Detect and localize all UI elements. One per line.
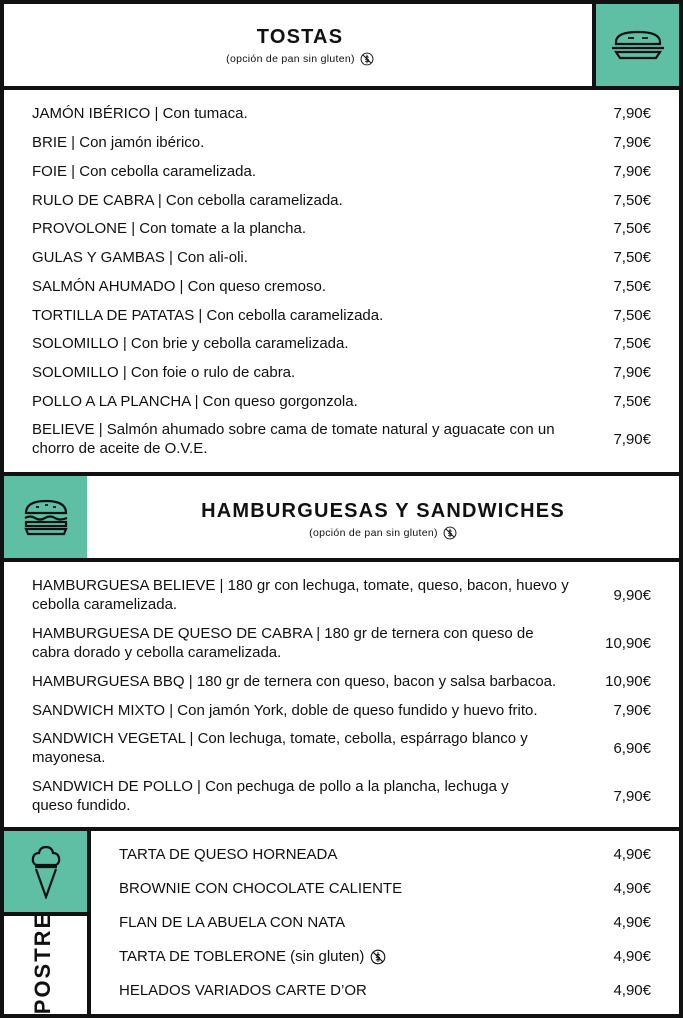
item-price: 7,90€ xyxy=(613,702,651,719)
item-name: FOIE | Con cebolla caramelizada. xyxy=(32,163,256,180)
item-price: 7,50€ xyxy=(613,249,651,266)
hamburguesas-header xyxy=(87,472,683,562)
item-name: POLLO A LA PLANCHA | Con queso gorgonzola. xyxy=(32,393,358,410)
list-item xyxy=(32,306,651,325)
item-price: 7,90€ xyxy=(613,787,651,805)
item-price: 7,50€ xyxy=(613,220,651,237)
list-item xyxy=(32,576,651,614)
item-name: TARTA DE QUESO HORNEADA xyxy=(119,846,338,863)
list-item xyxy=(32,133,651,152)
tostas-icon-box xyxy=(592,0,683,90)
list-item xyxy=(32,219,651,238)
item-price: 7,50€ xyxy=(613,307,651,324)
item-price: 7,50€ xyxy=(613,393,651,410)
tostas-subtitle: (opción de pan sin gluten) xyxy=(226,53,355,65)
list-item xyxy=(32,701,651,720)
list-item xyxy=(32,191,651,210)
list-item xyxy=(32,420,651,458)
list-item xyxy=(32,672,651,691)
item-price: 7,50€ xyxy=(613,278,651,295)
item-name: HAMBURGUESA BELIEVE | 180 gr con lechuga, tomate, queso, bacon, huevo y cebolla caramelizada. xyxy=(32,577,569,613)
item-price: 4,90€ xyxy=(613,880,651,897)
gluten-free-icon xyxy=(360,52,374,66)
list-item: TARTA DE TOBLERONE (sin gluten) 4,90€ xyxy=(119,948,651,965)
item-name: SOLOMILLO | Con brie y cebolla caramelizada. xyxy=(32,335,349,352)
item-price: 10,90€ xyxy=(605,634,651,652)
item-price: 6,90€ xyxy=(613,739,651,757)
item-name: TORTILLA DE PATATAS | Con cebolla caramelizada. xyxy=(32,307,384,324)
item-price: 7,50€ xyxy=(613,192,651,209)
burger-icon xyxy=(22,497,70,537)
item-price: 9,90€ xyxy=(613,586,651,604)
item-name: HAMBURGUESA DE QUESO DE CABRA | 180 gr de ternera con queso de cabra dorado y cebolla caramelizada. xyxy=(32,625,534,661)
list-item xyxy=(32,729,651,767)
postre-divider xyxy=(87,827,91,1018)
item-name: SANDWICH MIXTO | Con jamón York, doble de queso fundido y huevo frito. xyxy=(32,702,538,719)
item-price: 4,90€ xyxy=(613,982,651,999)
item-name: FLAN DE LA ABUELA CON NATA xyxy=(119,914,346,931)
item-name: GULAS Y GAMBAS | Con ali-oli. xyxy=(32,249,248,266)
list-item xyxy=(32,392,651,411)
item-price: 7,90€ xyxy=(613,364,651,381)
list-item xyxy=(32,104,651,123)
item-name: HELADOS VARIADOS CARTE D’OR xyxy=(119,982,367,999)
item-price: 7,90€ xyxy=(613,430,651,448)
list-item xyxy=(119,982,651,999)
tostas-header xyxy=(0,0,596,90)
item-price: 7,90€ xyxy=(613,134,651,151)
toast-icon xyxy=(610,28,666,62)
item-name: BROWNIE CON CHOCOLATE CALIENTE xyxy=(119,880,403,897)
list-item xyxy=(119,846,651,863)
hamburguesas-icon-box xyxy=(0,472,91,562)
item-name: RULO DE CABRA | Con cebolla caramelizada. xyxy=(32,192,343,209)
postre-icon-box xyxy=(0,827,91,916)
item-price: 7,90€ xyxy=(613,105,651,122)
item-price: 4,90€ xyxy=(613,846,651,863)
gluten-free-icon xyxy=(443,526,457,540)
ice-cream-icon xyxy=(30,845,62,899)
list-item xyxy=(32,277,651,296)
list-item xyxy=(32,162,651,181)
list-item xyxy=(32,363,651,382)
list-item xyxy=(32,777,651,815)
item-price: 7,50€ xyxy=(613,335,651,352)
item-name: HAMBURGUESA BBQ | 180 gr de ternera con queso, bacon y salsa barbacoa. xyxy=(32,673,557,690)
item-name: SALMÓN AHUMADO | Con queso cremoso. xyxy=(32,278,326,295)
list-item xyxy=(119,914,651,931)
list-item xyxy=(32,624,651,662)
hamburguesas-title: HAMBURGUESAS Y SANDWICHES xyxy=(201,500,565,522)
item-name: BELIEVE | Salmón ahumado sobre cama de tomate natural y aguacate con un chorro de aceite de O.V.E. xyxy=(32,421,555,457)
hamburguesas-subtitle: (opción de pan sin gluten) xyxy=(309,527,438,539)
item-price: 4,90€ xyxy=(613,914,651,931)
item-price: 7,90€ xyxy=(613,163,651,180)
item-name: SANDWICH VEGETAL | Con lechuga, tomate, cebolla, espárrago blanco y mayonesa. xyxy=(32,730,528,766)
item-name: PROVOLONE | Con tomate a la plancha. xyxy=(32,220,307,237)
item-name: SANDWICH DE POLLO | Con pechuga de pollo a la plancha, lechuga y queso fundido. xyxy=(32,778,509,814)
list-item xyxy=(119,880,651,897)
gluten-free-icon xyxy=(370,949,386,965)
tostas-title: TOSTAS xyxy=(256,26,344,48)
item-name: JAMÓN IBÉRICO | Con tumaca. xyxy=(32,105,248,122)
item-price: 4,90€ xyxy=(613,948,651,965)
item-price: 10,90€ xyxy=(605,673,651,690)
postre-label: POSTRE xyxy=(30,911,56,1015)
list-item xyxy=(32,248,651,267)
item-name: BRIE | Con jamón ibérico. xyxy=(32,134,205,151)
item-name: SOLOMILLO | Con foie o rulo de cabra. xyxy=(32,364,296,381)
list-item xyxy=(32,334,651,353)
